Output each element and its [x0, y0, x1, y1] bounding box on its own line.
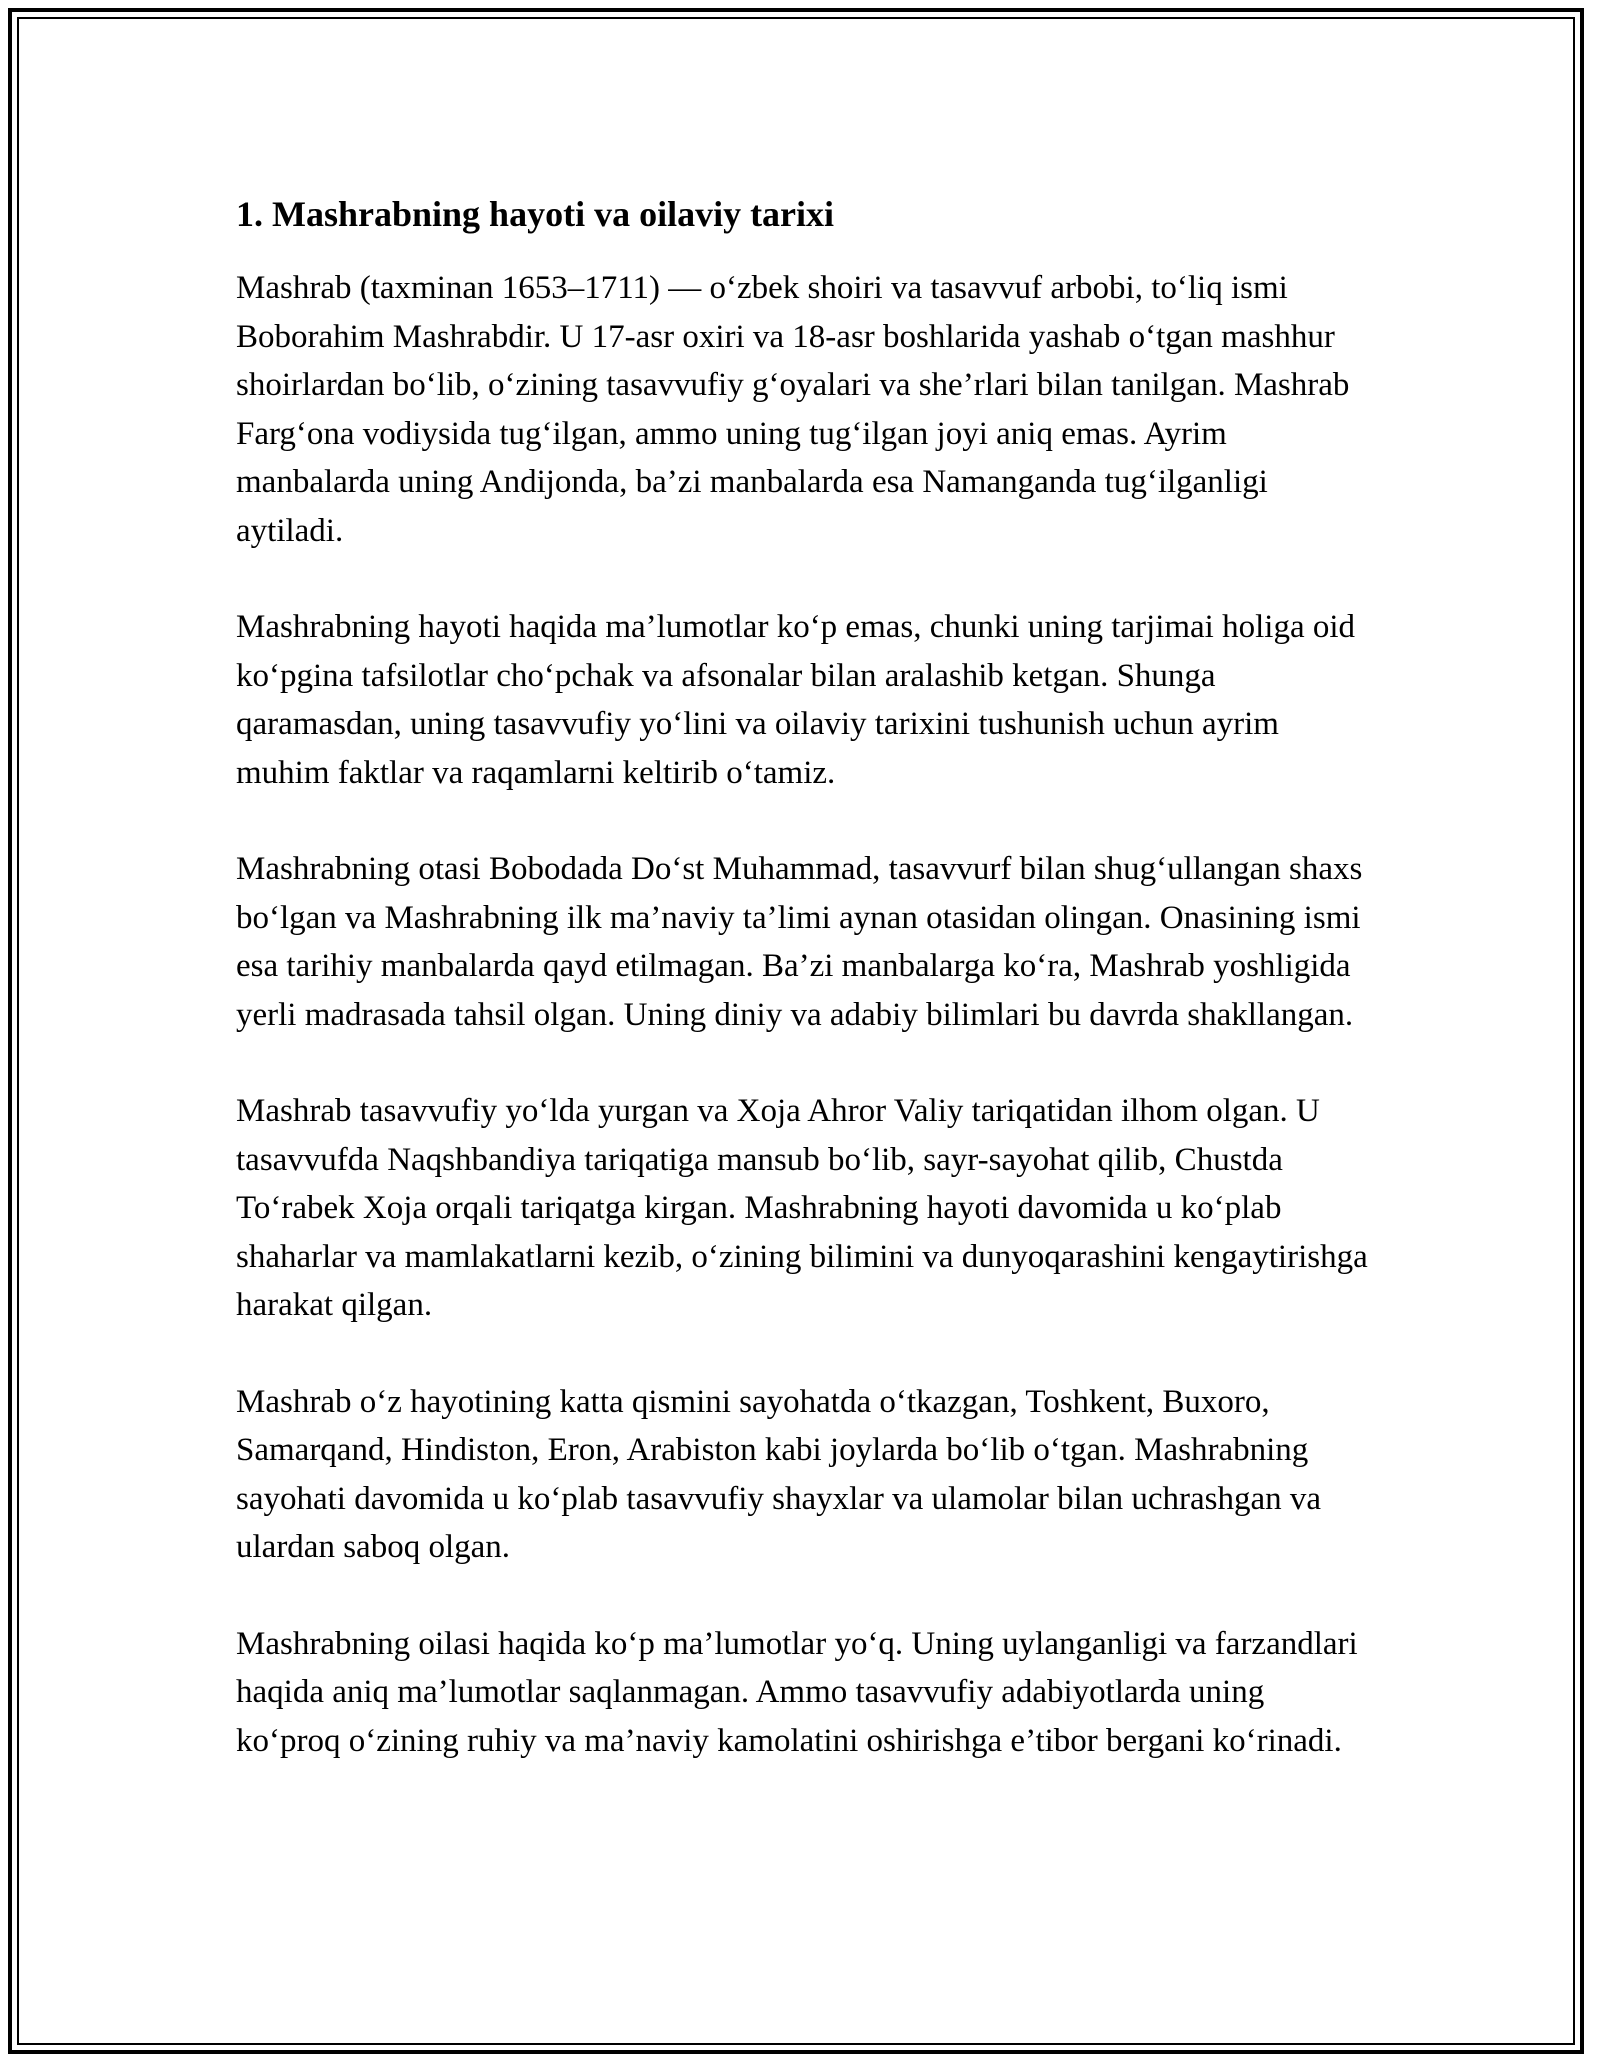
paragraph-sufi-path: Mashrab tasavvufiy yo‘lda yurgan va Xoja Ahror Valiy tariqatidan ilhom olgan. U tasavvufda Naqshbandiya tariqatiga mansub bo‘lib, sayr-sayohat qilib, Chustda To‘rabek Xoja orqali tariqatga kirgan. Mashrabning hayoti davomida u ko‘plab shaharlar va mamlakatlarni kezib, o‘zining bilimini va dunyoqarashini kengaytirishga harakat qilgan.: [236, 1093, 1368, 1323]
paragraph-birth: Mashrab (taxminan 1653–1711) — o‘zbek shoiri va tasavvuf arbobi, to‘liq ismi Boborahim Mashrabdir. U 17-asr oxiri va 18-asr boshlarida yashab o‘tgan mashhur shoirlardan bo‘lib, o‘zining tasavvufiy g‘oyalari va she’rlari bilan tanilgan. Mashrab Farg‘ona vodiysida tug‘ilgan, ammo uning tug‘ilgan joyi aniq emas. Ayrim manbalarda uning Andijonda, ba’zi manbalarda esa Namanganda tug‘ilganligi aytiladi.: [236, 270, 1350, 549]
paragraph-biography-sources: Mashrabning hayoti haqida ma’lumotlar ko‘p emas, chunki uning tarjimai holiga oid ko‘pgina tafsilotlar cho‘pchak va afsonalar bilan aralashib ketgan. Shunga qaramasdan, uning tasavvufiy yo‘lini va oilaviy tarixini tushunish uchun ayrim muhim faktlar va raqamlarni keltirib o‘tamiz.: [236, 609, 1356, 791]
paragraph-family: Mashrabning oilasi haqida ko‘p ma’lumotlar yo‘q. Uning uylanganligi va farzandlari haqida aniq ma’lumotlar saqlanmagan. Ammo tasavvufiy adabiyotlarda uning ko‘proq o‘zining ruhiy va ma’naviy kamolatini oshirishga e’tibor bergani ko‘rinadi.: [236, 1625, 1358, 1759]
document-body: [236, 186, 1376, 1813]
paragraph-travels: Mashrab o‘z hayotining katta qismini sayohatda o‘tkazgan, Toshkent, Buxoro, Samarqand, Hindiston, Eron, Arabiston kabi joylarda bo‘lib o‘tgan. Mashrabning sayohati davomida u ko‘plab tasavvufiy shayxlar va ulamolar bilan uchrashgan va ulardan saboq olgan.: [236, 1383, 1322, 1565]
paragraph-parents-education: Mashrabning otasi Bobodada Do‘st Muhammad, tasavvurf bilan shug‘ullangan shaxs bo‘lgan va Mashrabning ilk ma’naviy ta’limi aynan otasidan olingan. Onasining ismi esa tarihiy manbalarda qayd etilmagan. Ba’zi manbalarga ko‘ra, Mashrab yoshligida yerli madrasada tahsil olgan. Uning diniy va adabiy bilimlari bu davrda shakllangan.: [236, 851, 1363, 1033]
section-heading: 1. Mashrabning hayoti va oilaviy tarixi: [236, 194, 835, 234]
